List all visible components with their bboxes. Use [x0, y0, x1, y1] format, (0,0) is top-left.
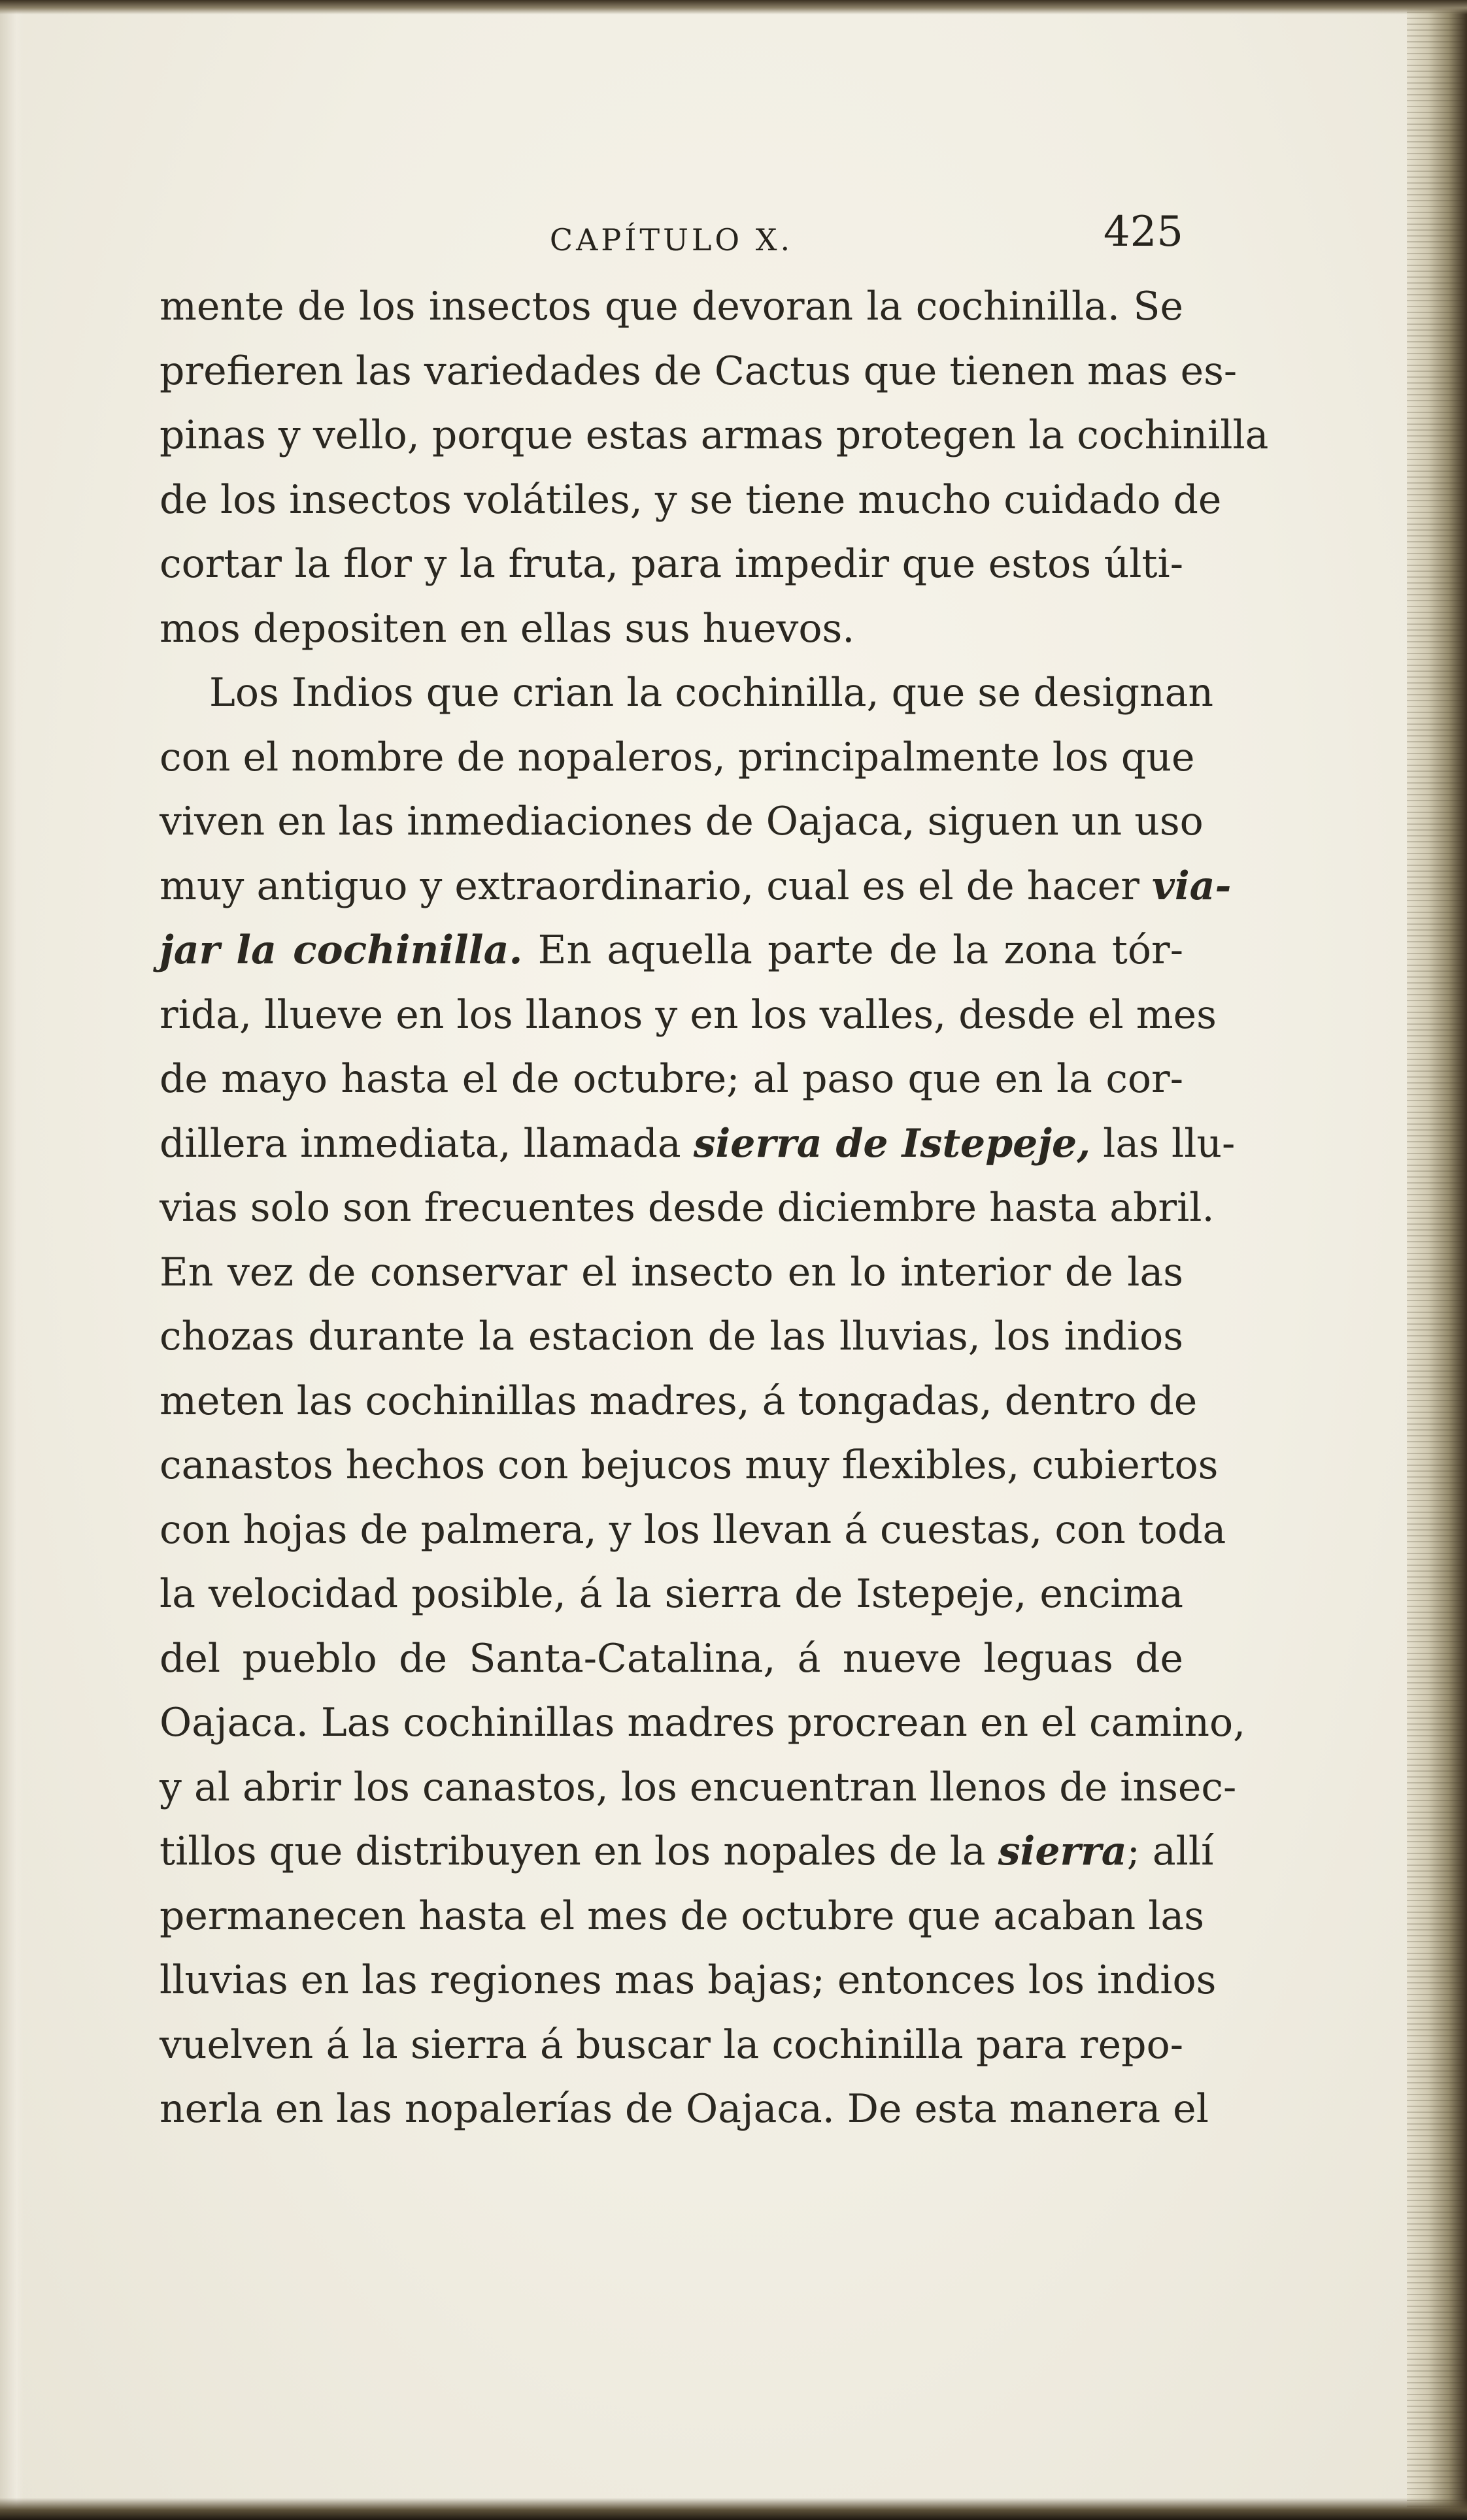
text-segment: En vez de conservar el insecto en lo interior de las [160, 1249, 1183, 1295]
text-segment: con el nombre de nopaleros, principalmente los que [160, 734, 1195, 780]
text-line [160, 1304, 1183, 1369]
text-line [160, 1498, 1226, 1563]
text-segment: de mayo hasta el de octubre; al paso que en la cor- [160, 1056, 1183, 1102]
italic-text: sierra de Istepeje, [693, 1120, 1091, 1167]
text-segment: rida, llueve en los llanos y en los valles, desde el mes [160, 991, 1217, 1038]
text-segment: permanecen hasta el mes de octubre que acaban las [160, 1893, 1204, 1939]
text-segment: viven en las inmediaciones de Oajaca, siguen un uso [160, 799, 1204, 844]
text-line [160, 661, 1214, 725]
text-line [160, 725, 1195, 790]
text-line [160, 2013, 1183, 2078]
text-segment: muy antiguo y extraordinario, cual es el de hacer [160, 863, 1152, 909]
text-line [160, 1047, 1183, 1112]
text-segment: vias solo son frecuentes desde diciembre hasta abril. [160, 1185, 1215, 1231]
page-edge-right [1407, 0, 1467, 2520]
text-line [160, 1112, 1236, 1176]
text-line [160, 339, 1238, 404]
text-segment: cortar la flor y la fruta, para impedir que estos últi- [160, 541, 1183, 587]
text-line [160, 1884, 1204, 1949]
text-segment: Oajaca. Las cochinillas madres procrean en el camino, [160, 1700, 1246, 1746]
text-segment: de los insectos volátiles, y se tiene mucho cuidado de [160, 476, 1222, 523]
text-line [160, 1562, 1183, 1627]
text-line [160, 1369, 1198, 1434]
text-segment: la velocidad posible, á la sierra de Istepeje, encima [160, 1571, 1183, 1617]
text-segment: pinas y vello, porque estas armas protegen la cochinilla [160, 412, 1269, 458]
page-number: 425 [1103, 208, 1183, 256]
text-segment: Los Indios que crian la cochinilla, que se designan [209, 670, 1214, 716]
text-line [160, 789, 1204, 854]
text-segment: y al abrir los canastos, los encuentran llenos de insec- [160, 1764, 1237, 1810]
text-segment: las llu- [1090, 1120, 1236, 1167]
running-title: CAPÍTULO X. [549, 222, 794, 257]
text-line [160, 468, 1222, 533]
text-segment: con hojas de palmera, y los llevan á cuestas, con toda [160, 1506, 1226, 1553]
text-segment: dillera inmediata, llamada [160, 1120, 694, 1167]
text-segment: mos depositen en ellas sus huevos. [160, 605, 855, 652]
page-header [160, 208, 1183, 267]
text-line [160, 854, 1232, 919]
text-line [160, 983, 1217, 1048]
text-line [160, 1755, 1237, 1820]
italic-text: sierra [998, 1829, 1127, 1874]
text-line [160, 403, 1269, 468]
italic-text: via- [1152, 863, 1232, 909]
text-line [160, 1176, 1215, 1240]
text-line [160, 1819, 1214, 1884]
text-line [160, 1240, 1183, 1305]
text-line [160, 532, 1183, 597]
text-segment: chozas durante la estacion de las lluvias, los indios [160, 1314, 1183, 1359]
text-line [160, 2077, 1209, 2142]
text-segment: meten las cochinillas madres, á tongadas, dentro de [160, 1378, 1198, 1424]
text-segment: prefieren las variedades de Cactus que tienen mas es- [160, 348, 1238, 394]
text-segment: mente de los insectos que devoran la cochinilla. Se [160, 284, 1183, 329]
text-line [160, 1948, 1217, 2013]
text-line [160, 918, 1183, 983]
text-line [160, 1691, 1246, 1755]
text-segment: lluvias en las regiones mas bajas; entonces los indios [160, 1957, 1217, 2003]
text-segment: nerla en las nopalerías de Oajaca. De esta manera el [160, 2086, 1209, 2132]
italic-text: jar la cochinilla. [160, 927, 523, 973]
text-segment: vuelven á la sierra á buscar la cochinilla para repo- [160, 2021, 1183, 2068]
page-edge-bottom [0, 2498, 1467, 2520]
text-segment: En aquella parte de la zona tór- [522, 927, 1184, 973]
text-segment: tillos que distribuyen en los nopales de la [160, 1829, 998, 1874]
text-line [160, 1627, 1183, 1691]
body-text [160, 274, 1269, 2142]
binding-shadow [0, 0, 24, 2520]
text-line [160, 1433, 1219, 1498]
text-segment: del pueblo de Santa-Catalina, á nueve leguas de [160, 1635, 1183, 1682]
text-segment: ; allí [1126, 1829, 1214, 1874]
text-line [160, 597, 1183, 661]
page-edge-top [0, 0, 1467, 14]
text-line [160, 274, 1183, 339]
text-segment: canastos hechos con bejucos muy flexibles, cubiertos [160, 1442, 1219, 1488]
